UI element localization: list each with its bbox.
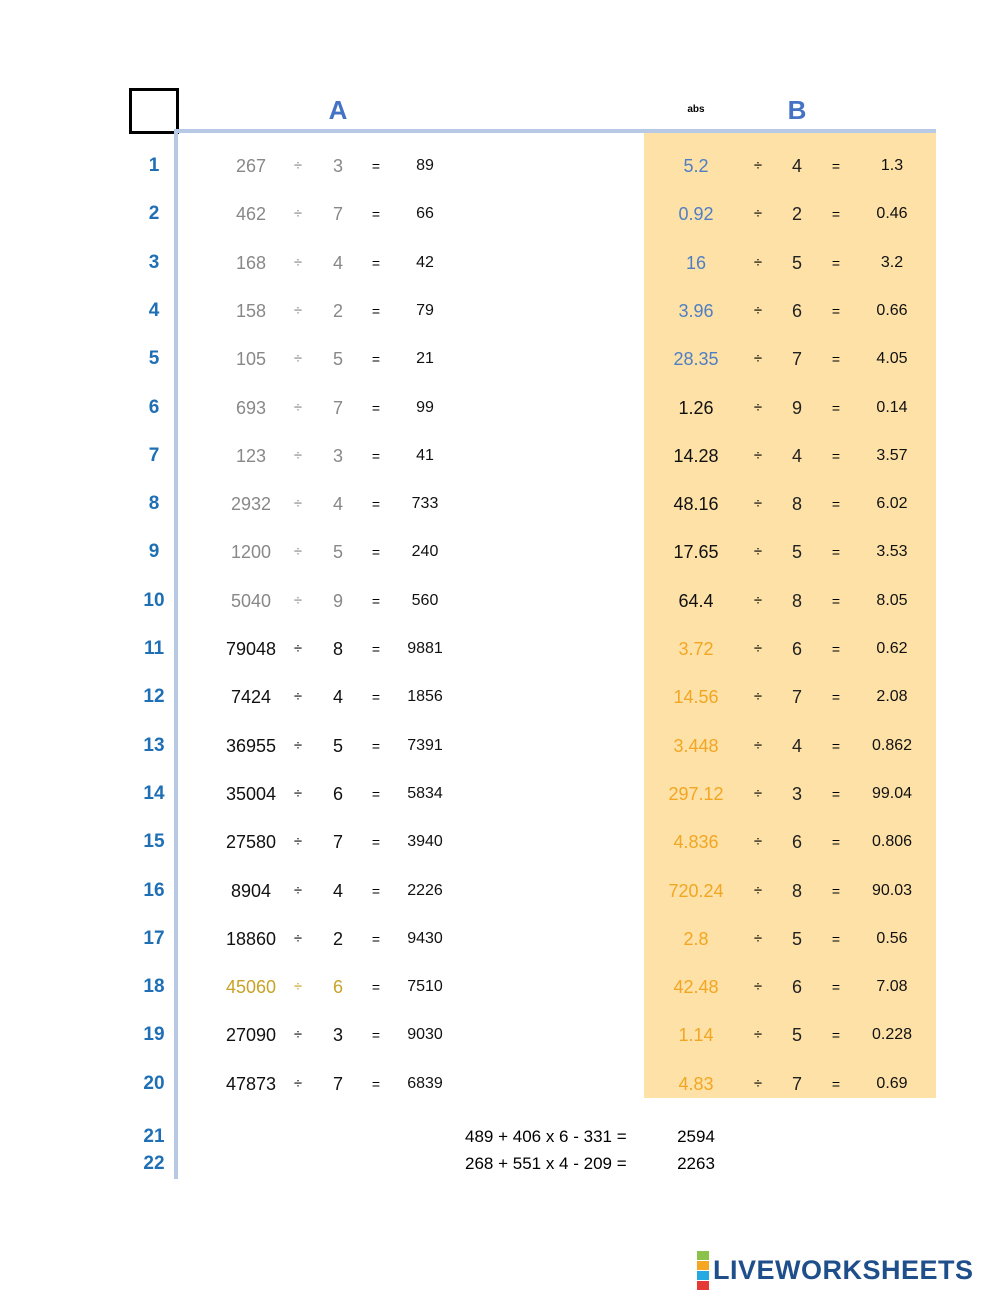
row-number: 3 [148, 251, 160, 273]
equals-sign-a: = [371, 979, 381, 996]
divide-sign-a: ÷ [293, 157, 303, 174]
answer-b[interactable]: 3.2 [880, 253, 904, 271]
divide-sign-a: ÷ [293, 640, 303, 657]
dividend-a: 18860 [225, 928, 277, 949]
divide-sign-a: ÷ [293, 1074, 303, 1092]
divide-sign-a: ÷ [293, 591, 303, 609]
equals-sign-a: = [371, 302, 381, 319]
divisor-a: 7 [332, 832, 343, 853]
divisor-a: 4 [332, 252, 343, 273]
divisor-b: 6 [791, 300, 802, 321]
dividend-b: 16 [685, 252, 707, 273]
exercise-row [0, 634, 1000, 664]
answer-a[interactable]: 9430 [407, 929, 443, 947]
answer-b[interactable]: 7.08 [876, 978, 908, 996]
divisor-b: 8 [791, 494, 802, 515]
divisor-b: 6 [791, 977, 802, 998]
exercise-row [0, 827, 1000, 857]
dividend-a: 79048 [225, 639, 277, 659]
answer-a[interactable]: 89 [416, 157, 434, 174]
dividend-a: 123 [235, 445, 267, 466]
dividend-b: 3.72 [678, 639, 714, 659]
row-number: 19 [143, 1024, 165, 1046]
divisor-a: 5 [332, 349, 343, 370]
divide-sign-a: ÷ [293, 688, 303, 706]
divide-sign-a: ÷ [293, 833, 303, 851]
answer-a[interactable]: 99 [416, 398, 434, 416]
divisor-b: 8 [791, 590, 802, 611]
answer-b[interactable]: 99.04 [871, 784, 913, 802]
equals-sign-b: = [831, 1075, 841, 1092]
answer-b[interactable]: 0.56 [876, 929, 908, 947]
divide-sign-b: ÷ [753, 591, 763, 609]
dividend-a: 27580 [225, 832, 277, 853]
divisor-a: 3 [332, 156, 343, 176]
divide-sign-a: ÷ [293, 495, 303, 513]
equals-sign-a: = [371, 351, 381, 368]
expression-result[interactable]: 2263 [677, 1154, 715, 1173]
row-number: 1 [148, 155, 160, 176]
answer-a[interactable]: 41 [416, 446, 434, 464]
answer-b[interactable]: 2.08 [876, 688, 908, 706]
dividend-a: 47873 [225, 1073, 277, 1094]
dividend-b: 5.2 [683, 156, 709, 176]
equals-sign-a: = [371, 496, 381, 513]
equals-sign-b: = [831, 785, 841, 802]
row-number: 14 [143, 782, 165, 804]
divisor-a: 3 [332, 445, 343, 466]
row-number: 16 [143, 879, 165, 901]
divisor-b: 6 [791, 639, 802, 659]
row-number: 15 [143, 831, 165, 853]
dividend-a: 168 [235, 252, 267, 273]
header-rule [176, 129, 936, 133]
answer-a[interactable]: 79 [416, 301, 434, 319]
divide-sign-a: ÷ [293, 881, 303, 899]
answer-a[interactable]: 9881 [407, 640, 443, 657]
answer-b[interactable]: 0.14 [876, 398, 908, 416]
divisor-b: 5 [791, 252, 802, 273]
divisor-a: 5 [332, 542, 343, 563]
equals-sign-a: = [371, 447, 381, 464]
divide-sign-b: ÷ [753, 881, 763, 899]
equals-sign-b: = [831, 496, 841, 513]
divide-sign-b: ÷ [753, 1026, 763, 1044]
exercise-row [0, 972, 1000, 1002]
divide-sign-a: ÷ [293, 784, 303, 802]
exercise-row [0, 151, 1000, 181]
divisor-a: 6 [332, 783, 343, 804]
divisor-a: 3 [332, 1025, 343, 1046]
divisor-b: 5 [791, 928, 802, 949]
divisor-a: 4 [332, 687, 343, 708]
divisor-a: 2 [332, 928, 343, 949]
answer-a[interactable]: 42 [416, 253, 434, 271]
dividend-b: 14.28 [673, 445, 719, 466]
exercise-row [0, 731, 1000, 761]
dividend-a: 267 [235, 156, 267, 176]
equals-sign-a: = [371, 834, 381, 851]
exercise-row [0, 296, 1000, 326]
equals-sign-a: = [371, 592, 381, 609]
exercise-row [0, 537, 1000, 567]
divisor-a: 6 [332, 977, 343, 998]
dividend-a: 158 [235, 300, 267, 321]
answer-a[interactable]: 733 [411, 495, 439, 513]
divisor-a: 7 [332, 1073, 343, 1094]
equals-sign-a: = [371, 785, 381, 802]
divide-sign-b: ÷ [753, 929, 763, 947]
divisor-b: 4 [791, 735, 802, 756]
equals-sign-a: = [371, 737, 381, 754]
dividend-b: 64.4 [678, 590, 714, 611]
row-number: 10 [143, 589, 165, 611]
divide-sign-b: ÷ [753, 398, 763, 416]
answer-box[interactable] [129, 88, 179, 134]
expression: 489 + 406 x 6 - 331 = [465, 1127, 627, 1146]
divide-sign-a: ÷ [293, 929, 303, 947]
dividend-a: 693 [235, 397, 267, 418]
divisor-b: 7 [791, 687, 802, 708]
divisor-a: 8 [332, 639, 343, 659]
divide-sign-b: ÷ [753, 205, 763, 223]
logo-square [697, 1271, 709, 1280]
dividend-a: 45060 [225, 977, 277, 998]
row-number: 5 [148, 348, 160, 370]
logo-square [697, 1281, 709, 1290]
divide-sign-b: ÷ [753, 543, 763, 561]
answer-a[interactable]: 6839 [407, 1074, 443, 1092]
equals-sign-b: = [831, 979, 841, 996]
answer-b[interactable]: 6.02 [876, 495, 908, 513]
row-number: 11 [143, 638, 165, 659]
divide-sign-a: ÷ [293, 350, 303, 368]
divide-sign-a: ÷ [293, 543, 303, 561]
column-b-header: B [787, 95, 807, 125]
equals-sign-a: = [371, 641, 381, 657]
equals-sign-a: = [371, 689, 381, 706]
equals-sign-a: = [371, 882, 381, 899]
equals-sign-b: = [831, 689, 841, 706]
divisor-b: 3 [791, 783, 802, 804]
divide-sign-a: ÷ [293, 1026, 303, 1044]
divisor-a: 7 [332, 397, 343, 418]
exercise-row [0, 1069, 1000, 1099]
row-number: 18 [143, 976, 165, 998]
answer-b[interactable]: 0.66 [876, 301, 908, 319]
exercise-row [0, 393, 1000, 423]
divisor-a: 4 [332, 494, 343, 515]
answer-b[interactable]: 3.53 [876, 543, 908, 561]
row-number: 8 [148, 493, 160, 515]
answer-b[interactable]: 90.03 [871, 881, 913, 899]
divisor-b: 7 [791, 349, 802, 370]
divide-sign-b: ÷ [753, 301, 763, 319]
expression-result[interactable]: 2594 [677, 1127, 715, 1146]
exercise-row [0, 924, 1000, 954]
divisor-b: 2 [791, 204, 802, 225]
divisor-a: 5 [332, 735, 343, 756]
divisor-b: 4 [791, 445, 802, 466]
equals-sign-b: = [831, 447, 841, 464]
equals-sign-a: = [371, 544, 381, 561]
answer-b[interactable]: 0.806 [871, 833, 913, 851]
equals-sign-b: = [831, 882, 841, 899]
equals-sign-b: = [831, 158, 841, 174]
equals-sign-a: = [371, 930, 381, 947]
answer-a[interactable]: 3940 [407, 833, 443, 851]
expression: 268 + 551 x 4 - 209 = [465, 1154, 627, 1173]
divisor-a: 4 [332, 880, 343, 901]
equals-sign-b: = [831, 351, 841, 368]
logo-square [697, 1251, 709, 1260]
dividend-a: 7424 [230, 687, 272, 708]
dividend-b: 2.8 [683, 928, 709, 949]
answer-a[interactable]: 1856 [407, 688, 443, 706]
dividend-b: 4.836 [673, 832, 719, 853]
dividend-b: 0.92 [678, 204, 714, 225]
logo-square [697, 1261, 709, 1270]
dividend-b: 720.24 [668, 880, 724, 901]
divide-sign-b: ÷ [753, 833, 763, 851]
dividend-b: 17.65 [673, 542, 719, 563]
divisor-b: 7 [791, 1073, 802, 1094]
divisor-b: 4 [791, 156, 802, 176]
exercise-row [0, 682, 1000, 712]
divide-sign-b: ÷ [753, 350, 763, 368]
divide-sign-b: ÷ [753, 784, 763, 802]
answer-b[interactable]: 1.3 [880, 157, 904, 174]
answer-b[interactable]: 0.46 [876, 205, 908, 223]
dividend-a: 27090 [225, 1025, 277, 1046]
divisor-a: 9 [332, 590, 343, 611]
logo-squares-icon [697, 1251, 709, 1290]
dividend-b: 28.35 [673, 349, 719, 370]
answer-a[interactable]: 7510 [407, 978, 443, 996]
answer-b[interactable]: 0.862 [871, 736, 913, 754]
divide-sign-b: ÷ [753, 446, 763, 464]
row-number: 7 [148, 444, 160, 466]
exercise-row [0, 489, 1000, 519]
dividend-b: 14.56 [673, 687, 719, 708]
dividend-b: 3.448 [673, 735, 719, 756]
divide-sign-a: ÷ [293, 978, 303, 996]
equals-sign-b: = [831, 206, 841, 223]
row-number: 6 [148, 396, 160, 418]
dividend-a: 5040 [230, 590, 272, 611]
row-number: 12 [143, 686, 165, 708]
row-number: 13 [143, 734, 165, 756]
divide-sign-a: ÷ [293, 736, 303, 754]
dividend-b: 3.96 [678, 300, 714, 321]
divide-sign-b: ÷ [753, 978, 763, 996]
answer-a[interactable]: 5834 [407, 784, 443, 802]
dividend-a: 8904 [230, 880, 272, 901]
answer-a[interactable]: 240 [411, 543, 439, 561]
divide-sign-b: ÷ [753, 495, 763, 513]
dividend-b: 42.48 [673, 977, 719, 998]
divide-sign-b: ÷ [753, 640, 763, 657]
exercise-row [0, 1020, 1000, 1050]
liveworksheets-logo [697, 1253, 974, 1287]
answer-a[interactable]: 2226 [407, 881, 443, 899]
divide-sign-b: ÷ [753, 253, 763, 271]
exercise-row [0, 586, 1000, 616]
answer-a[interactable]: 21 [416, 350, 434, 368]
row-number: 21 [143, 1126, 165, 1147]
divisor-b: 8 [791, 880, 802, 901]
dividend-a: 35004 [225, 783, 277, 804]
exercise-row [0, 441, 1000, 471]
equals-sign-a: = [371, 158, 381, 174]
dividend-b: 4.83 [678, 1073, 714, 1094]
answer-a[interactable]: 560 [411, 591, 439, 609]
divisor-b: 5 [791, 542, 802, 563]
abs-label: abs [687, 104, 705, 115]
equals-sign-b: = [831, 302, 841, 319]
equals-sign-a: = [371, 1075, 381, 1092]
equals-sign-b: = [831, 1027, 841, 1044]
divide-sign-a: ÷ [293, 446, 303, 464]
answer-b[interactable]: 4.05 [876, 350, 908, 368]
equals-sign-b: = [831, 641, 841, 657]
divisor-b: 9 [791, 397, 802, 418]
dividend-b: 1.26 [678, 397, 714, 418]
row-number: 22 [143, 1153, 165, 1174]
row-number: 20 [143, 1072, 165, 1094]
divisor-b: 6 [791, 832, 802, 853]
dividend-b: 48.16 [673, 494, 719, 515]
column-a-header: A [328, 95, 348, 125]
exercise-row [0, 876, 1000, 906]
divide-sign-b: ÷ [753, 1074, 763, 1092]
divide-sign-b: ÷ [753, 157, 763, 174]
dividend-a: 1200 [230, 542, 272, 563]
equals-sign-b: = [831, 737, 841, 754]
divide-sign-b: ÷ [753, 736, 763, 754]
dividend-a: 36955 [225, 735, 277, 756]
equals-sign-a: = [371, 254, 381, 271]
equals-sign-a: = [371, 206, 381, 223]
divisor-a: 2 [332, 300, 343, 321]
divide-sign-a: ÷ [293, 205, 303, 223]
divide-sign-b: ÷ [753, 688, 763, 706]
answer-b[interactable]: 0.228 [871, 1026, 913, 1044]
dividend-a: 2932 [230, 494, 272, 515]
exercise-row [0, 779, 1000, 809]
equals-sign-b: = [831, 399, 841, 416]
answer-a[interactable]: 66 [416, 205, 434, 223]
answer-b[interactable]: 0.62 [876, 640, 908, 657]
answer-a[interactable]: 9030 [407, 1026, 443, 1044]
dividend-a: 462 [235, 204, 267, 225]
equals-sign-a: = [371, 399, 381, 416]
equals-sign-b: = [831, 834, 841, 851]
equals-sign-b: = [831, 930, 841, 947]
exercise-row [0, 344, 1000, 374]
answer-b[interactable]: 8.05 [876, 591, 908, 609]
divisor-a: 7 [332, 204, 343, 225]
dividend-b: 1.14 [678, 1025, 714, 1046]
divide-sign-a: ÷ [293, 253, 303, 271]
divide-sign-a: ÷ [293, 398, 303, 416]
equals-sign-b: = [831, 544, 841, 561]
dividend-b: 297.12 [668, 783, 724, 804]
logo-text: LIVEWORKSHEETS [713, 1254, 974, 1285]
dividend-a: 105 [235, 349, 267, 370]
row-number: 9 [148, 541, 160, 563]
row-number: 2 [148, 203, 160, 225]
divisor-b: 5 [791, 1025, 802, 1046]
exercise-row [0, 199, 1000, 229]
equals-sign-a: = [371, 1027, 381, 1044]
divide-sign-a: ÷ [293, 301, 303, 319]
exercise-row [0, 248, 1000, 278]
equals-sign-b: = [831, 592, 841, 609]
row-number: 17 [143, 927, 165, 949]
equals-sign-b: = [831, 254, 841, 271]
answer-b[interactable]: 0.69 [876, 1074, 908, 1092]
row-number: 4 [148, 299, 160, 321]
answer-b[interactable]: 3.57 [876, 446, 908, 464]
answer-a[interactable]: 7391 [407, 736, 443, 754]
